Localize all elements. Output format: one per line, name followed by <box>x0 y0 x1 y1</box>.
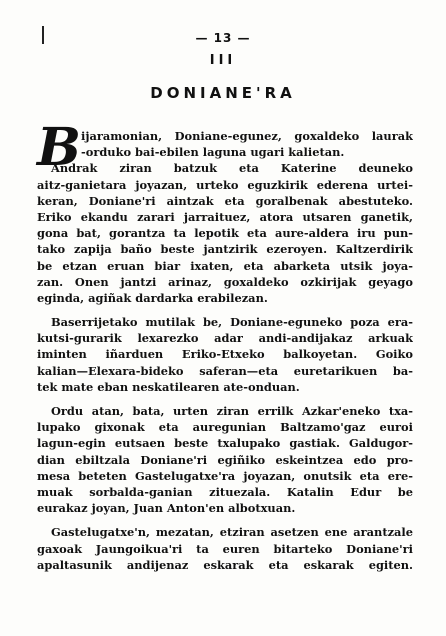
text-line: aitz-ganietara joyazan, urteko eguzkirik ederena urtei- <box>37 177 413 192</box>
text-line: kalian—Elexara-bideko saferan—eta euretarikuen ba- <box>37 363 413 378</box>
paragraph <box>37 524 413 573</box>
text-line: Ordu atan, bata, urten ziran errilk Azkar'eneko txa- <box>51 404 413 418</box>
text-line: lupako gixonak eta auregunian Baltzamo'gaz euroi <box>37 420 413 435</box>
text-line: Eriko ekandu zarari jarraituez, atora utsaren ganetik, <box>37 209 413 224</box>
text-line: Gastelugatxe'n, mezatan, etziran asetzen ene arantzale <box>51 525 413 540</box>
text-line: apaltasunik andijenaz eskarak eta eskarak egiten. <box>37 557 413 572</box>
text-line: lagun-egin eutsaen beste txalupako gastiak. Galdugor- <box>37 436 413 451</box>
text-line: Andrak ziran batzuk eta Katerine deuneko <box>51 161 413 176</box>
text-line: kutsi-gurarik lexarezko adar andi-andijakaz arkuak <box>37 331 413 346</box>
text-line: tek mate eban neskatilearen ate-onduan. <box>37 379 300 394</box>
text-line: -orduko bai-ebilen laguna ugari kalietan. <box>81 145 345 160</box>
text-line: eurakaz joyan, Juan Anton'en albotxuan. <box>37 501 296 516</box>
page-number: — 13 — <box>195 31 251 45</box>
chapter-title: DONIANE'RA <box>150 84 296 102</box>
text-line: gona bat, gorantza ta lepotik eta aure-aldera iru pun- <box>37 226 413 241</box>
text-line: mesa beteten Gastelugatxe'ra joyazan, onutsik eta ere- <box>37 468 413 483</box>
text-line: egindа, agiñak dardarka erabilezan. <box>37 290 268 305</box>
paragraph <box>37 128 413 306</box>
text-line: dian ebiltzala Doniane'ri egiñiko eskeintzea edo pro- <box>37 452 413 467</box>
chapter-number: III <box>209 53 237 68</box>
text-line: Baserrijetako mutilak be, Doniane-eguneko poza era- <box>51 315 413 330</box>
paragraph <box>37 403 413 516</box>
paragraph <box>37 314 413 395</box>
text-line: tako zapija baño beste jantzirik ezeroyen. Kaltzerdirik <box>37 242 413 257</box>
text-line: ijaramonian, Doniane-egunez, goxaldeko laurak <box>81 129 413 143</box>
text-line: gaxoak Jaungoikua'ri ta euren bitarteko Doniane'ri <box>37 541 413 556</box>
drop-cap-letter: B <box>37 117 81 178</box>
text-line: iminten iñarduen Eriko-Etxeko balkoyetan. Goiko <box>37 347 413 362</box>
body-text <box>37 128 413 573</box>
text-line: keran, Doniane'ri aintzak eta goralbenak abestuteko. <box>37 193 413 208</box>
text-line: be etzan eruan biar ixaten, eta abarketa utsik joya- <box>37 258 413 273</box>
text-line: zan. Onen jantzi arinaz, goxaldeko ozkirijak geyago <box>37 274 413 289</box>
text-line: muak sorbalda-ganian zituezala. Katalin Edur be <box>37 484 413 499</box>
